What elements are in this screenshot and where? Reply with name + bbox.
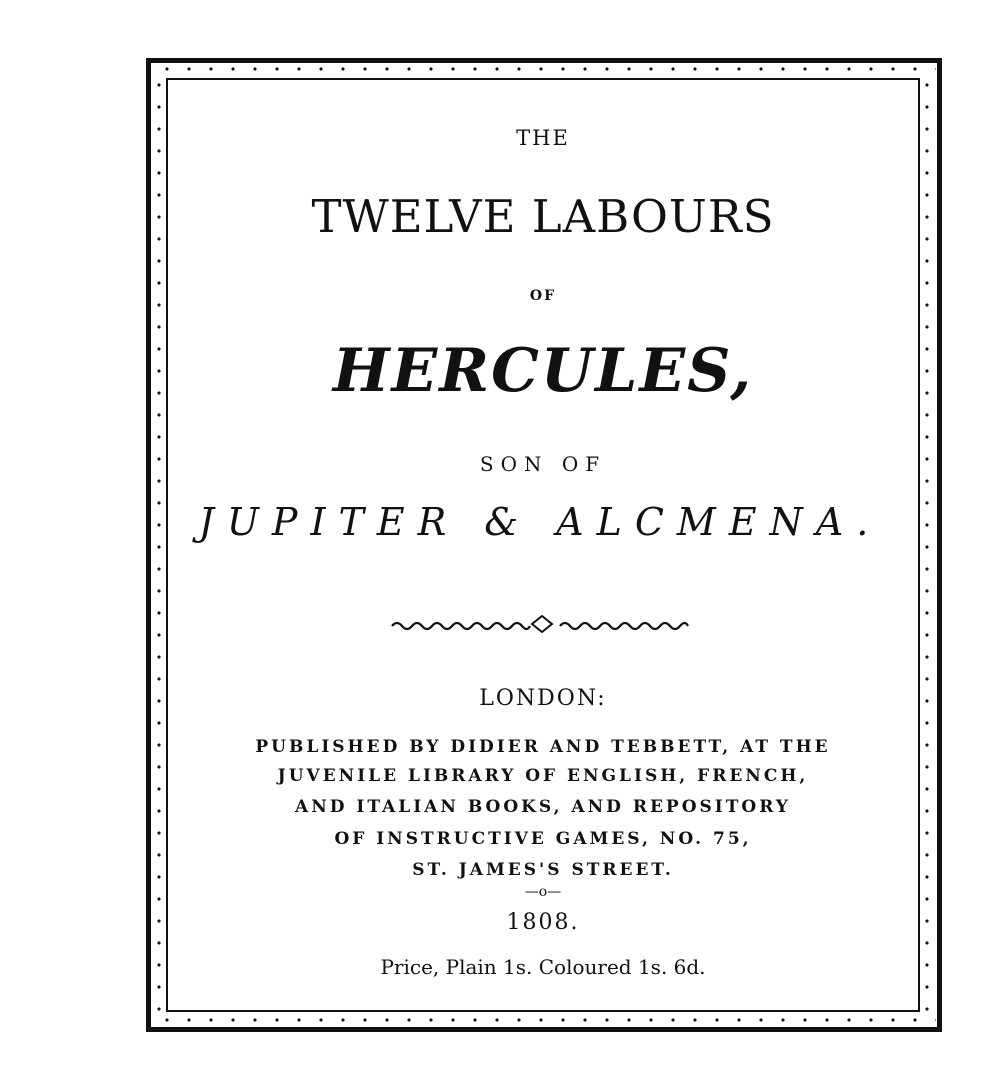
imprint-separator: —o—	[524, 884, 562, 900]
imprint-line: ST. JAMES'S STREET.	[412, 860, 674, 880]
dotted-border-bottom	[156, 1017, 936, 1023]
imprint-line: JUVENILE LIBRARY OF ENGLISH, FRENCH,	[277, 766, 809, 786]
dotted-border-top	[156, 66, 936, 72]
imprint-line: PUBLISHED BY DIDIER AND TEBBETT, AT THE	[255, 737, 831, 757]
title-of: OF	[529, 288, 557, 304]
imprint-year: 1808.	[506, 910, 580, 935]
dotted-border-right	[924, 74, 930, 1014]
dotted-border-left	[156, 74, 162, 1014]
price-line: Price, Plain 1s. Coloured 1s. 6d.	[380, 955, 706, 979]
imprint-line: AND ITALIAN BOOKS, AND REPOSITORY	[295, 797, 791, 817]
title-subject: HERCULES,	[332, 336, 754, 406]
imprint-place: LONDON:	[479, 686, 607, 711]
title-the: THE	[516, 126, 570, 150]
imprint-line: OF INSTRUCTIVE GAMES, NO. 75,	[334, 829, 752, 849]
ornament-rule	[390, 612, 700, 636]
title-son-of: SON OF	[479, 452, 607, 476]
title-main: TWELVE LABOURS	[311, 190, 775, 243]
title-parents: JUPITER & ALCMENA.	[198, 500, 882, 544]
